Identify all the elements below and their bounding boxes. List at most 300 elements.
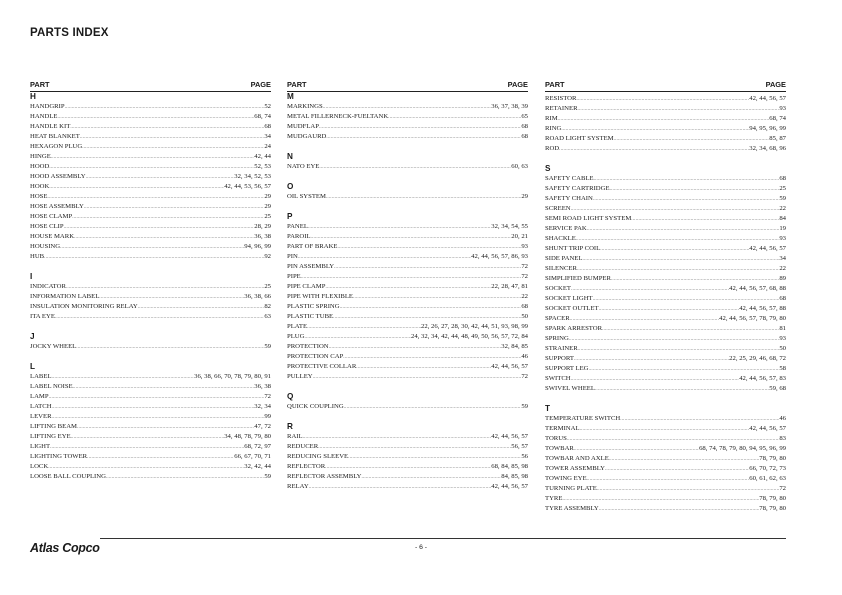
part-name: TORUS	[545, 435, 567, 442]
index-entry	[30, 312, 271, 322]
section-spacer	[30, 322, 271, 332]
dot-leader	[578, 105, 780, 115]
dot-leader	[311, 233, 512, 243]
dot-leader	[309, 483, 492, 493]
dot-leader	[51, 153, 254, 163]
page-refs: 59	[264, 473, 271, 480]
page-refs: 46	[521, 353, 528, 360]
part-name: LIGHTING TOWER	[30, 453, 88, 460]
part-name: PART OF BRAKE	[287, 243, 338, 250]
part-name: LOOSE BALL COUPLING	[30, 473, 106, 480]
part-name: HOUSING	[30, 243, 61, 250]
page-refs: 59, 68	[769, 385, 786, 392]
page-refs: 24, 32, 34, 42, 44, 48, 49, 50, 56, 57, 72, 84	[410, 333, 528, 340]
index-entry	[30, 182, 271, 192]
page-refs: 78, 79, 80	[759, 495, 786, 502]
index-entry	[287, 332, 528, 342]
page-refs: 66, 70, 72, 73	[749, 465, 786, 472]
part-name: SILENCER	[545, 265, 577, 272]
part-name: LIGHT	[30, 443, 51, 450]
dot-leader	[594, 175, 780, 185]
part-name: LAMP	[30, 393, 49, 400]
index-entry	[545, 174, 786, 184]
index-entry	[30, 382, 271, 392]
section-letter: H	[30, 92, 36, 101]
dot-leader	[609, 455, 759, 465]
part-name: REFLECTOR	[287, 463, 326, 470]
page-refs: 89	[779, 275, 786, 282]
page-refs: 25	[264, 283, 271, 290]
part-name: HOUSE MARK	[30, 233, 75, 240]
dot-leader	[55, 313, 264, 323]
part-name: SWITCH	[545, 375, 571, 382]
page-refs: 93	[779, 235, 786, 242]
part-name: SOCKET OUTLET	[545, 305, 599, 312]
index-entry	[30, 432, 271, 442]
dot-leader	[52, 413, 265, 423]
dot-leader	[72, 213, 264, 223]
page-refs: 42, 44, 56, 57	[749, 425, 786, 432]
index-entry	[545, 354, 786, 364]
page-number: - 6 -	[414, 544, 428, 551]
dot-leader	[571, 375, 740, 385]
index-entry	[287, 272, 528, 282]
column-header	[287, 80, 528, 92]
page-refs: 94, 96, 99	[244, 243, 271, 250]
part-name: PIPE	[287, 273, 301, 280]
index-entry	[287, 352, 528, 362]
dot-leader	[308, 223, 491, 233]
index-entry	[30, 162, 271, 172]
page-refs: 52	[264, 103, 271, 110]
page-header: PAGE	[765, 80, 786, 89]
part-name: NATO EYE	[287, 163, 320, 170]
index-entry	[545, 494, 786, 504]
dot-leader	[87, 453, 234, 463]
dot-leader	[60, 243, 244, 253]
dot-leader	[86, 173, 235, 183]
part-name: HOSE ASSEMBLY	[30, 203, 84, 210]
dot-leader	[558, 115, 770, 125]
part-name: RIM	[545, 115, 558, 122]
dot-leader	[605, 465, 749, 475]
index-entry	[545, 364, 786, 374]
section-spacer	[30, 352, 271, 362]
part-name: SOCKET	[545, 285, 572, 292]
part-name: HEAT BLANKET	[30, 133, 80, 140]
page-refs: 42, 44, 56, 57, 86, 93	[471, 253, 528, 260]
page-refs: 36, 37, 38, 39	[491, 103, 528, 110]
section-spacer	[545, 394, 786, 404]
dot-leader	[49, 393, 265, 403]
page-refs: 36, 38	[254, 383, 271, 390]
part-name: SIDE PANEL	[545, 255, 583, 262]
part-name: TERMINAL	[545, 425, 580, 432]
index-entry	[287, 112, 528, 122]
page-refs: 36, 38, 66, 70, 78, 79, 80, 91	[194, 373, 271, 380]
page-refs: 29	[264, 193, 271, 200]
part-name: HUB	[30, 253, 45, 260]
index-entry	[287, 132, 528, 142]
index-entry	[545, 94, 786, 104]
page-refs: 32, 34, 68, 96	[749, 145, 786, 152]
index-entry	[30, 202, 271, 212]
part-name: TYRE	[545, 495, 563, 502]
index-entry	[30, 222, 271, 232]
page-refs: 66, 67, 70, 71	[234, 453, 271, 460]
page-refs: 78, 79, 80	[759, 505, 786, 512]
dot-leader	[52, 373, 195, 383]
dot-leader	[52, 403, 255, 413]
index-entry	[30, 392, 271, 402]
index-entry	[545, 304, 786, 314]
index-entry	[545, 224, 786, 234]
index-entry	[545, 214, 786, 224]
page-refs: 42, 44, 56, 57	[491, 363, 528, 370]
index-entry	[287, 472, 528, 482]
page-refs: 93	[779, 105, 786, 112]
part-name: REDUCING SLEEVE	[287, 453, 349, 460]
part-name: JOCKY WHEEL	[30, 343, 77, 350]
page-refs: 42, 44, 53, 56, 57	[224, 183, 271, 190]
section-letter: P	[287, 212, 293, 221]
page-refs: 68	[779, 295, 786, 302]
page-refs: 56, 57	[511, 443, 528, 450]
index-entry	[30, 472, 271, 482]
section-letter: Q	[287, 392, 294, 401]
index-entry	[30, 282, 271, 292]
index-entry	[287, 302, 528, 312]
part-name: SUPPORT LEG	[545, 365, 589, 372]
index-entry	[30, 462, 271, 472]
page-refs: 22, 28, 47, 81	[491, 283, 528, 290]
part-name: SAFETY CHAIN	[545, 195, 593, 202]
part-name: RAIL	[287, 433, 303, 440]
part-name: PIPE WITH FLEXIBLE	[287, 293, 354, 300]
index-entry	[545, 384, 786, 394]
index-entry	[30, 452, 271, 462]
index-entry	[545, 414, 786, 424]
index-entry	[545, 424, 786, 434]
part-name: PROTECTION CAP	[287, 353, 344, 360]
part-name: REFLECTOR ASSEMBLY	[287, 473, 362, 480]
page-refs: 99	[264, 413, 271, 420]
dot-leader	[587, 475, 750, 485]
dot-leader	[571, 285, 729, 295]
dot-leader	[340, 303, 522, 313]
index-entry	[545, 184, 786, 194]
page-refs: 85, 87	[769, 135, 786, 142]
index-entry	[287, 232, 528, 242]
part-name: HOSE CLAMP	[30, 213, 73, 220]
page-refs: 29	[264, 203, 271, 210]
dot-leader	[599, 305, 740, 315]
dot-leader	[84, 203, 265, 213]
part-name: PLUG	[287, 333, 305, 340]
page-refs: 68	[779, 175, 786, 182]
part-header: PART	[287, 80, 307, 89]
dot-leader	[326, 193, 521, 203]
dot-leader	[138, 303, 265, 313]
index-entry	[287, 162, 528, 172]
page-refs: 60, 63	[511, 163, 528, 170]
page-refs: 32, 84, 85	[501, 343, 528, 350]
index-entry	[30, 302, 271, 312]
part-name: HOOD	[30, 163, 50, 170]
index-entry	[545, 474, 786, 484]
index-entry	[545, 374, 786, 384]
dot-leader	[65, 103, 265, 113]
part-name: HANDLE KIT	[30, 123, 71, 130]
dot-leader	[344, 403, 522, 413]
part-name: TYRE ASSEMBLY	[545, 505, 599, 512]
part-name: SAFETY CARTRIDGE	[545, 185, 610, 192]
part-name: LABEL NOISE	[30, 383, 73, 390]
page-refs: 59	[264, 343, 271, 350]
index-entry	[545, 484, 786, 494]
page-refs: 58	[779, 365, 786, 372]
section-spacer	[287, 142, 528, 152]
section-spacer	[287, 382, 528, 392]
part-name: OIL SYSTEM	[287, 193, 326, 200]
page-refs: 36, 38	[254, 233, 271, 240]
section-letter: I	[30, 272, 33, 281]
dot-leader	[580, 425, 750, 435]
page-refs: 47, 72	[254, 423, 271, 430]
section-spacer	[287, 202, 528, 212]
index-entry	[287, 362, 528, 372]
part-name: PAROIL	[287, 233, 311, 240]
page-refs: 63	[264, 313, 271, 320]
index-entry	[30, 252, 271, 262]
part-name: RELAY	[287, 483, 309, 490]
index-entry	[30, 342, 271, 352]
part-name: HOSE CLIP	[30, 223, 64, 230]
index-entry	[30, 152, 271, 162]
page-refs: 82	[264, 303, 271, 310]
part-name: STRAINER	[545, 345, 578, 352]
dot-leader	[49, 183, 224, 193]
page-refs: 42, 44, 56, 57, 88	[739, 305, 786, 312]
page-refs: 36, 38, 66	[244, 293, 271, 300]
index-entry	[545, 234, 786, 244]
part-name: SERVICE PAK	[545, 225, 587, 232]
part-name: REDUCER	[287, 443, 319, 450]
index-entry	[545, 324, 786, 334]
page-refs: 68, 72, 97	[244, 443, 271, 450]
dot-leader	[361, 473, 501, 483]
dot-leader	[80, 133, 264, 143]
page-refs: 59	[779, 195, 786, 202]
part-name: PROTECTIVE COLLAR	[287, 363, 357, 370]
index-entry	[287, 342, 528, 352]
section-spacer	[287, 172, 528, 182]
part-name: METAL FILLERNECK-FUELTANK	[287, 113, 389, 120]
part-name: ITA EYE	[30, 313, 55, 320]
page-refs: 22, 26, 27, 28, 30, 42, 44, 51, 93, 98, 99	[421, 323, 528, 330]
dot-leader	[303, 433, 492, 443]
index-entry	[30, 422, 271, 432]
part-name: ROD	[545, 145, 560, 152]
index-entry	[287, 442, 528, 452]
part-name: SPACER	[545, 315, 570, 322]
part-name: SHACKLE	[545, 235, 576, 242]
column-header	[30, 80, 271, 92]
part-name: SUPPORT	[545, 355, 574, 362]
page-header: PAGE	[250, 80, 271, 89]
part-name: PIN	[287, 253, 298, 260]
page-refs: 94, 95, 96, 99	[749, 125, 786, 132]
dot-leader	[76, 343, 264, 353]
dot-leader	[587, 225, 780, 235]
dot-leader	[326, 133, 521, 143]
part-name: TURNING PLATE	[545, 485, 597, 492]
dot-leader	[70, 123, 264, 133]
dot-leader	[595, 385, 769, 395]
page-refs: 68, 74	[254, 113, 271, 120]
page-refs: 24	[264, 143, 271, 150]
part-name: SCREEN	[545, 205, 571, 212]
part-name: INDICATOR	[30, 283, 66, 290]
page-refs: 68, 84, 85, 98	[491, 463, 528, 470]
page-refs: 78, 79, 80	[759, 455, 786, 462]
index-entry	[30, 132, 271, 142]
dot-leader	[599, 505, 759, 515]
dot-leader	[569, 335, 780, 345]
index-entry	[287, 462, 528, 472]
index-entry	[287, 402, 528, 412]
page-refs: 20, 21	[511, 233, 528, 240]
part-name: SEMI ROAD LIGHT SYSTEM	[545, 215, 632, 222]
section-letter: O	[287, 182, 294, 191]
part-name: INSULATION MONITORING RELAY	[30, 303, 138, 310]
index-entry	[545, 204, 786, 214]
page-refs: 42, 44	[254, 153, 271, 160]
index-entry	[545, 444, 786, 454]
page-refs: 81	[779, 325, 786, 332]
part-name: TEMPERATURE SWITCH	[545, 415, 621, 422]
page-refs: 68	[521, 303, 528, 310]
page-refs: 19	[779, 225, 786, 232]
dot-leader	[600, 245, 749, 255]
index-entry	[545, 264, 786, 274]
atlas-copco-logo: Atlas Copco	[30, 541, 100, 555]
section-letter: J	[30, 332, 35, 341]
page-refs: 22	[779, 265, 786, 272]
section-spacer	[545, 154, 786, 164]
part-header: PART	[545, 80, 565, 89]
part-name: HANDLE	[30, 113, 58, 120]
index-entry	[30, 192, 271, 202]
page-refs: 42, 44, 56, 57, 78, 79, 80	[719, 315, 786, 322]
section-spacer	[30, 262, 271, 272]
page-refs: 34, 48, 78, 79, 80	[224, 433, 271, 440]
part-name: TOWBAR AND AXLE	[545, 455, 609, 462]
section-letter: M	[287, 92, 294, 101]
index-entry	[287, 222, 528, 232]
index-entry	[287, 322, 528, 332]
dot-leader	[73, 383, 255, 393]
index-entry	[287, 312, 528, 322]
part-name: LEVER	[30, 413, 52, 420]
index-entry	[30, 412, 271, 422]
index-entry	[545, 144, 786, 154]
dot-leader	[576, 95, 749, 105]
page-refs: 34	[779, 255, 786, 262]
part-name: PIPE CLAMP	[287, 283, 326, 290]
dot-leader	[329, 343, 502, 353]
part-header: PART	[30, 80, 50, 89]
part-name: HOOD ASSEMBLY	[30, 173, 86, 180]
page-refs: 22	[521, 293, 528, 300]
index-entry	[30, 122, 271, 132]
index-entry	[287, 482, 528, 492]
index-entry	[545, 244, 786, 254]
dot-leader	[353, 293, 521, 303]
dot-leader	[602, 325, 779, 335]
dot-leader	[388, 113, 521, 123]
index-entry	[287, 242, 528, 252]
section-spacer	[287, 412, 528, 422]
part-name: PANEL	[287, 223, 308, 230]
part-name: PLASTIC TUBE	[287, 313, 334, 320]
dot-leader	[64, 223, 255, 233]
index-entry	[287, 122, 528, 132]
part-name: PLATE	[287, 323, 308, 330]
index-entry	[545, 104, 786, 114]
page-refs: 29	[521, 193, 528, 200]
page-refs: 32, 34, 52, 53	[234, 173, 271, 180]
index-entry	[545, 274, 786, 284]
dot-leader	[319, 123, 521, 133]
index-entry	[545, 124, 786, 134]
page-refs: 28, 29	[254, 223, 271, 230]
page-refs: 92	[264, 253, 271, 260]
index-entry	[545, 284, 786, 294]
part-name: TOWBAR	[545, 445, 574, 452]
section-letter: S	[545, 164, 551, 173]
index-entry	[545, 434, 786, 444]
index-entry	[545, 134, 786, 144]
page-refs: 60, 61, 62, 63	[749, 475, 786, 482]
index-entry	[545, 254, 786, 264]
dot-leader	[301, 273, 522, 283]
dot-leader	[319, 163, 511, 173]
index-entry	[545, 114, 786, 124]
page-refs: 59	[521, 403, 528, 410]
dot-leader	[597, 485, 779, 495]
index-entry	[30, 142, 271, 152]
part-name: PULLEY	[287, 373, 313, 380]
page-refs: 32, 42, 44	[244, 463, 271, 470]
index-entry	[287, 432, 528, 442]
section-letter: N	[287, 152, 293, 161]
part-name: HINGE	[30, 153, 51, 160]
page-refs: 22	[779, 205, 786, 212]
index-entry	[545, 504, 786, 514]
page-refs: 52, 53	[254, 163, 271, 170]
index-entry	[30, 372, 271, 382]
dot-leader	[58, 113, 255, 123]
part-name: RESISTOR	[545, 95, 577, 102]
index-entry	[30, 232, 271, 242]
page-refs: 42, 44, 56, 57	[491, 483, 528, 490]
index-column-2	[287, 80, 528, 492]
part-name: INFORMATION LABEL	[30, 293, 100, 300]
page-refs: 72	[779, 485, 786, 492]
dot-leader	[307, 323, 421, 333]
page-refs: 68	[521, 123, 528, 130]
